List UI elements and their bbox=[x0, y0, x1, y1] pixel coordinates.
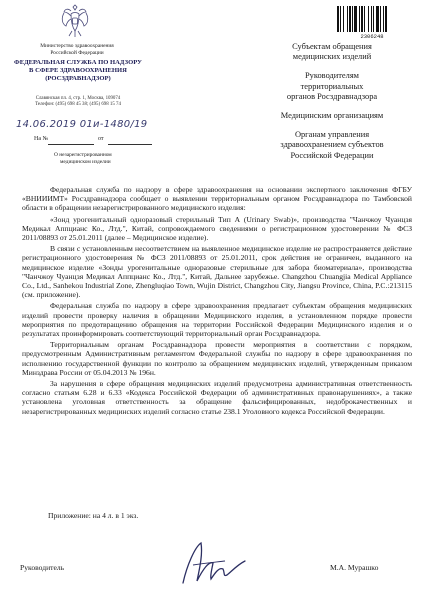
barcode bbox=[336, 6, 408, 32]
barcode-bar bbox=[352, 6, 353, 32]
double-headed-eagle-emblem-icon bbox=[60, 4, 90, 38]
barcode-bar bbox=[371, 6, 372, 32]
letter-body bbox=[22, 185, 412, 418]
handwritten-signature bbox=[165, 535, 255, 590]
barcode-bar bbox=[347, 6, 348, 32]
barcode-bar bbox=[337, 6, 339, 32]
barcode-bar bbox=[376, 6, 379, 32]
barcode-bar bbox=[361, 6, 363, 32]
body-paragraph: Федеральная служба по надзору в сфере здравоохранения на основании экспертного заключения ФГБУ «ВНИИИМТ» Росздравнадзора сообщает о выявлении территориальным органом Росздравнадзора по Тамбовской области в обращении незарегистрированного медицинского изделия: bbox=[22, 185, 412, 213]
barcode-bar bbox=[364, 6, 365, 32]
barcode-bar bbox=[349, 6, 351, 32]
na-label: На № bbox=[34, 136, 49, 142]
barcode-bar bbox=[343, 6, 344, 32]
barcode-number: 2306248 bbox=[360, 33, 384, 40]
recipient-group: Органам управления здравоохранением субъектов Российской Федерации bbox=[280, 130, 384, 160]
recipient-group: Субъектам обращения медицинских изделий bbox=[292, 42, 372, 62]
agency-address: Славянская пл. 4, стр. 1, Москва, 109074 Телефон: (495) 698 45 38; (495) 698 15 74 bbox=[35, 96, 121, 108]
body-paragraph: Территориальным органам Росздравнадзора провести мероприятия в соответствии с порядком, предусмотренным Административным регламентом Федеральной службы по надзору в сфере здравоохранения по исполнению государственной функции по контролю за обращением медицинских изделий, утвержденным приказом Минздрава России от 05.04.2013 № 196н. bbox=[22, 340, 412, 377]
na-line bbox=[48, 144, 94, 145]
signer-name: М.А. Мурашко bbox=[330, 563, 379, 572]
barcode-bar bbox=[373, 6, 374, 32]
body-paragraph: В связи с установленным несоответствием на выявленное медицинское изделие не распространяется действие регистрационного удостоверения № ФСЗ 2011/08893 от 25.01.2011, срок действия не ограничен, выданного на медицинское изделие «Зонды урогенитальные одноразовые стерильные для забора биоматериала», производства "Чанчжоу Чуанцзя Медикал Аппцианс Ко., Лтд.", Китай, Дальнее зарубежье. Changzhou Chuangjia Medical Appliance Co., Ltd., Sanhekou Industrial Zone, Zhengluqiao Town, Wujin District, Changzhou City, Jiangsu Province, China, P.C.:213115 (см. приложение). bbox=[22, 244, 412, 300]
ot-label: от bbox=[98, 136, 104, 142]
barcode-bar bbox=[383, 6, 384, 32]
body-paragraph: «Зонд урогенитальный одноразовый стерильный Тип А (Urinary Swab)», производства "Чанчжоу Чуанцзя Медикал Аппцианс Ко., Лтд.", Китай, сопровождаемого сведениями о регистрационном удостоверении № ФСЗ 2011/08893 от 25.01.2011 (далее – Медицинское изделие). bbox=[22, 214, 412, 243]
body-paragraph: Федеральная служба по надзору в сфере здравоохранения предлагает субъектам обращения медицинских изделий провести проверку наличия в обращении Медицинского изделия, в установленном порядке провести мероприятия по предотвращению обращения на территории Российской Федерации Медицинского изделия и о результатах проинформировать соответствующий территориальный орган Росздравнадзора. bbox=[22, 301, 412, 339]
handwritten-date-and-number: 14.06.2019 01и-1480/19 bbox=[16, 119, 148, 130]
body-paragraph: За нарушения в сфере обращения медицинских изделий предусмотрена административная ответственность согласно статьям 6.28 и 6.33 «Кодекса Российской Федерации об административных правонарушениях», а также установлена уголовная ответственность за обращение фальсифицированных, недоброкачественных и незарегистрированных медицинских изделий согласно статье 238.1 Уголовного кодекса Российской Федерации. bbox=[22, 379, 412, 416]
attachment-note: Приложение: на 4 л. в 1 экз. bbox=[48, 511, 139, 520]
agency-name: ФЕДЕРАЛЬНАЯ СЛУЖБА ПО НАДЗОРУ В СФЕРЕ ЗДРАВООХРАНЕНИЯ (РОСЗДРАВНАДЗОР) bbox=[14, 59, 142, 82]
recipient-group: Медицинским организациям bbox=[280, 111, 384, 121]
document-subject: О незарегистрированном медицинском изделии bbox=[54, 152, 112, 165]
barcode-bar bbox=[359, 6, 360, 32]
recipients-block bbox=[252, 42, 412, 170]
signer-title: Руководитель bbox=[20, 563, 65, 572]
barcode-bar bbox=[380, 6, 381, 32]
ot-line bbox=[108, 144, 152, 145]
barcode-bar bbox=[385, 6, 387, 32]
barcode-bar bbox=[368, 6, 369, 32]
barcode-bar bbox=[340, 6, 341, 32]
reference-row bbox=[34, 136, 152, 146]
barcode-bar bbox=[354, 6, 357, 32]
recipient-group: Руководителям территориальных органов Росздравнадзора bbox=[286, 71, 378, 101]
ministry-name: Министерство здравоохранения Российской Федерации bbox=[40, 43, 114, 56]
